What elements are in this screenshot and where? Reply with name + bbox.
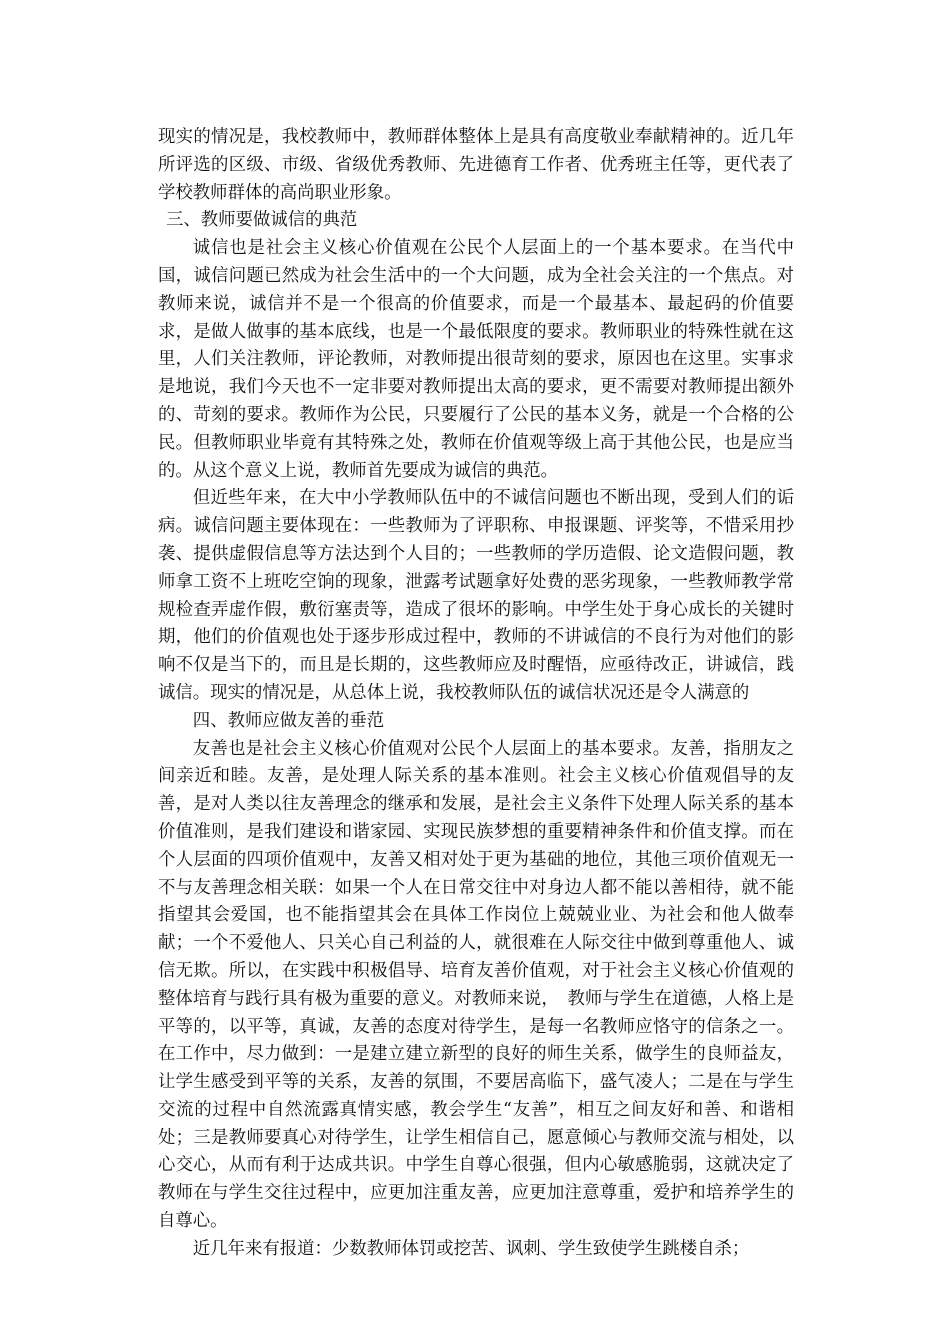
paragraph-intro: 现实的情况是，我校教师中，教师群体整体上是具有高度敬业奉献精神的。近几年所评选的区级、市级、省级优秀教师、先进德育工作者、优秀班主任等，更代表了学校教师群体的高尚职业形象。 xyxy=(158,127,794,203)
paragraph-3-1: 诚信也是社会主义核心价值观在公民个人层面上的一个基本要求。在当代中国，诚信问题已然成为社会生活中的一个大问题，成为全社会关注的一个焦点。对教师来说，诚信并不是一个很高的价值要求，而是一个最基本、最起码的价值要求，是做人做事的基本底线，也是一个最低限度的要求。教师职业的特殊性就在这里，人们关注教师，评论教师，对教师提出很苛刻的要求，原因也在这里。实事求是地说，我们今天也不一定非要对教师提出太高的要求，更不需要对教师提出额外的、苛刻的要求。教师作为公民，只要履行了公民的基本义务，就是一个合格的公民。但教师职业毕竟有其特殊之处，教师在价值观等级上高于其他公民，也是应当的。从这个意义上说，教师首先要成为诚信的典范。 xyxy=(158,238,794,481)
paragraph-4-2: 近几年来有报道：少数教师体罚或挖苦、讽刺、学生致使学生跳楼自杀； xyxy=(192,1238,750,1259)
section-heading-4: 四、教师应做友善的垂范 xyxy=(192,710,385,731)
paragraph-4-1: 友善也是社会主义核心价值观对公民个人层面上的基本要求。友善，指朋友之间亲近和睦。友善，是处理人际关系的基本准则。社会主义核心价值观倡导的友善，是对人类以往友善理念的继承和发展，是社会主义条件下处理人际关系的基本价值准则，是我们建设和谐家园、实现民族梦想的重要精神条件和价值支撑。而在个人层面的四项价值观中，友善又相对处于更为基础的地位，其他三项价值观无一不与友善理念相关联：如果一个人在日常交往中对身边人都不能以善相待，就不能指望其会爱国，也不能指望其会在具体工作岗位上兢兢业业、为社会和他人做奉献；一个不爱他人、只关心自己利益的人，就很难在人际交往中做到尊重他人、诚信无欺。所以，在实践中积极倡导、培育友善价值观，对于社会主义核心价值观的整体培育与践行具有极为重要的意义。对教师来说， 教师与学生在道德，人格上是平等的，以平等，真诚，友善的态度对待学生，是每一名教师应恪守的信条之一。在工作中，尽力做到：一是建立建立新型的良好的师生关系，做学生的良师益友，让学生感受到平等的关系，友善的氛围，不要居高临下，盛气凌人；二是在与学生交流的过程中自然流露真情实感，教会学生“友善”，相互之间友好和善、和谐相处；三是教师要真心对待学生，让学生相信自己，愿意倾心与教师交流与相处，以心交心，从而有利于达成共识。中学生自尊心很强，但内心敏感脆弱，这就决定了教师在与学生交往过程中，应更加注重友善，应更加注意尊重，爱护和培养学生的自尊心。 xyxy=(158,738,794,1232)
section-heading-3: 三、教师要做诚信的典范 xyxy=(166,210,358,231)
paragraph-3-2: 但近些年来，在大中小学教师队伍中的不诚信问题也不断出现，受到人们的诟病。诚信问题主要体现在：一些教师为了评职称、申报课题、评奖等，不惜采用抄袭、提供虚假信息等方法达到个人目的；一些教师的学历造假、论文造假问题，教师拿工资不上班吃空饷的现象，泄露考试题拿好处费的恶劣现象，一些教师教学常规检查弄虚作假，敷衍塞责等，造成了很坏的影响。中学生处于身心成长的关键时期，他们的价值观也处于逐步形成过程中，教师的不讲诚信的不良行为对他们的影响不仅是当下的，而且是长期的，这些教师应及时醒悟，应亟待改正，讲诚信，践诚信。现实的情况是，从总体上说，我校教师队伍的诚信状况还是令人满意的 xyxy=(158,488,794,703)
document-page xyxy=(158,124,794,1264)
